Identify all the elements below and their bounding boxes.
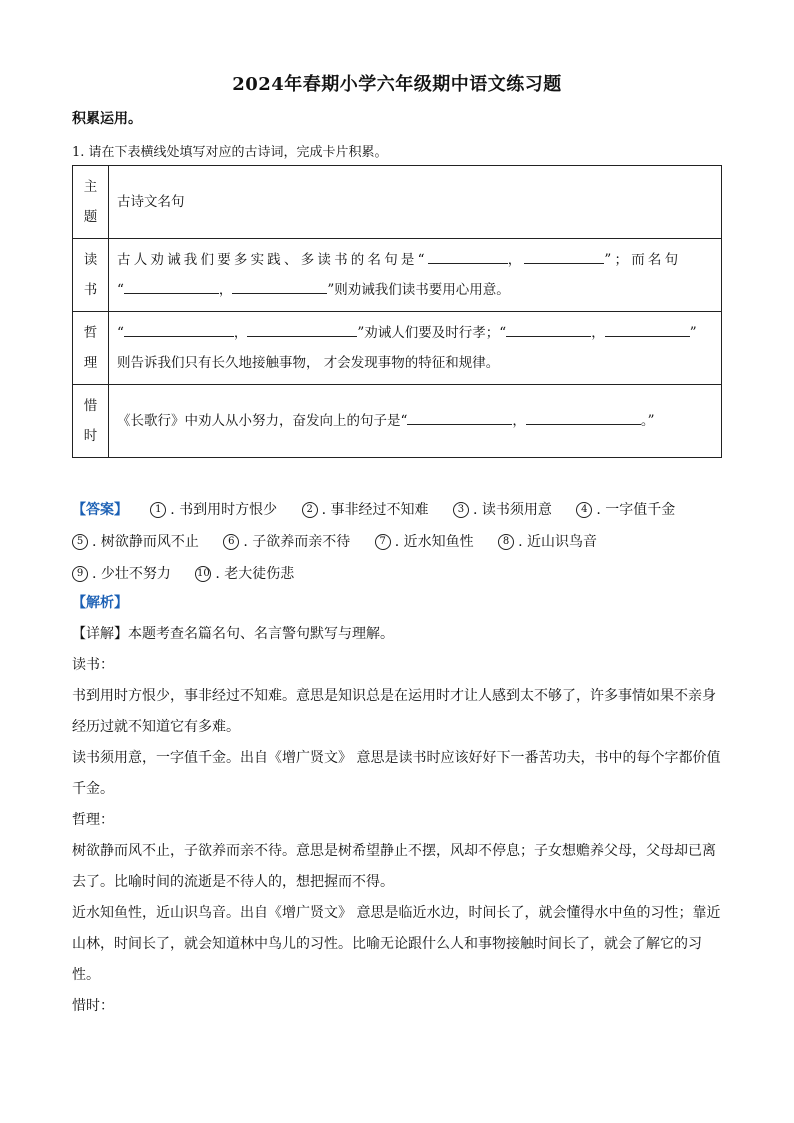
table-row <box>73 385 722 458</box>
analysis-paragraph: 读书须用意，一字值千金。出自《增广贤文》 意思是读书时应该好好下一番苦功夫，书中的每个字都价值千金。 <box>72 750 721 797</box>
fill-blank[interactable] <box>124 277 219 294</box>
question-text: 请在下表横线处填写对应的古诗词，完成卡片积累。 <box>88 145 388 160</box>
circled-number: 8 <box>498 534 514 550</box>
circled-number: 1 <box>150 502 166 518</box>
answer-block <box>72 494 724 590</box>
analysis-paragraph: 树欲静而风不止，子欲养而亲不待。意思是树希望静止不摆，风却不停息；子女想赡养父母，父母却已离去了。比喻时间的流逝是不待人的，想把握而不得。 <box>72 843 716 890</box>
analysis-paragraph: 读书： <box>72 657 114 673</box>
answer-item: 4 . 一字值千金 <box>576 502 675 518</box>
answer-item: 3 . 读书须用意 <box>453 502 552 518</box>
fill-blank[interactable] <box>526 408 641 425</box>
theme-cell: 读 书 <box>73 239 109 312</box>
content-cell: 《长歌行》中劝人从小努力，奋发向上的句子是“ ， 。” <box>109 385 722 458</box>
circled-number: 9 <box>72 566 88 582</box>
analysis-tag: 【解析】 <box>72 595 128 611</box>
answer-item: 2 . 事非经过不知难 <box>302 502 429 518</box>
section-heading: 积累运用。 <box>72 111 142 127</box>
theme-cell: 哲 理 <box>73 312 109 385</box>
circled-number: 6 <box>223 534 239 550</box>
answer-tag: 【答案】 <box>72 502 128 518</box>
fill-blank[interactable] <box>428 247 508 264</box>
table-row <box>73 166 722 239</box>
answer-item: 9 . 少壮不努力 <box>72 566 171 582</box>
analysis-paragraph: 近水知鱼性，近山识鸟音。出自《增广贤文》 意思是临近水边，时间长了，就会懂得水中鱼的习性；靠近山林，时间长了，就会知道林中鸟儿的习性。比喻无论跟什么人和事物接触时间长了，就会了解它的习性。 <box>72 905 721 983</box>
fill-blank[interactable] <box>232 277 327 294</box>
question-prompt <box>72 141 388 160</box>
table-row <box>73 312 722 385</box>
circled-number: 2 <box>302 502 318 518</box>
answer-item: 5 . 树欲静而风不止 <box>72 534 199 550</box>
circled-number: 7 <box>375 534 391 550</box>
page-title: 2024年春期小学六年级期中语文练习题 <box>232 74 562 95</box>
theme-cell: 主 题 <box>73 166 109 239</box>
analysis-block <box>72 588 724 1022</box>
content-cell: 古诗文名句 <box>109 166 722 239</box>
content-cell: “ ， ”劝诫人们要及时行孝；“ ， ” 则告诉我们只有长久地接触事物， 才会发现事物的特征和规律。 <box>109 312 722 385</box>
circled-number: 10 <box>195 566 211 582</box>
fill-blank[interactable] <box>124 320 234 337</box>
answer-item: 8 . 近山识鸟音 <box>498 534 597 550</box>
fill-blank[interactable] <box>605 320 690 337</box>
fill-blank[interactable] <box>407 408 512 425</box>
fill-blank[interactable] <box>247 320 357 337</box>
answer-item: 1 . 书到用时方恨少 <box>150 502 277 518</box>
analysis-paragraph: 书到用时方恨少，事非经过不知难。意思是知识总是在运用时才让人感到太不够了，许多事情如果不亲身经历过就不知道它有多难。 <box>72 688 716 735</box>
question-number: 1. <box>72 145 85 160</box>
analysis-detail: 【详解】本题考查名篇名句、名言警句默写与理解。 <box>72 626 394 642</box>
circled-number: 5 <box>72 534 88 550</box>
analysis-paragraph: 哲理： <box>72 812 114 828</box>
answer-item: 6 . 子欲养而亲不待 <box>223 534 350 550</box>
theme-cell: 惜 时 <box>73 385 109 458</box>
circled-number: 4 <box>576 502 592 518</box>
accumulation-card-table <box>72 165 722 458</box>
answer-item: 10 . 老大徒伤悲 <box>196 566 295 582</box>
content-cell: 古人劝诫我们要多实践、多读书的名句是“ ， ”；而名句 “ ， ”则劝诫我们读书要用心用意。 <box>109 239 722 312</box>
circled-number: 3 <box>453 502 469 518</box>
fill-blank[interactable] <box>506 320 591 337</box>
fill-blank[interactable] <box>524 247 604 264</box>
analysis-paragraph: 惜时： <box>72 998 114 1014</box>
answer-item: 7 . 近水知鱼性 <box>375 534 474 550</box>
table-row <box>73 239 722 312</box>
